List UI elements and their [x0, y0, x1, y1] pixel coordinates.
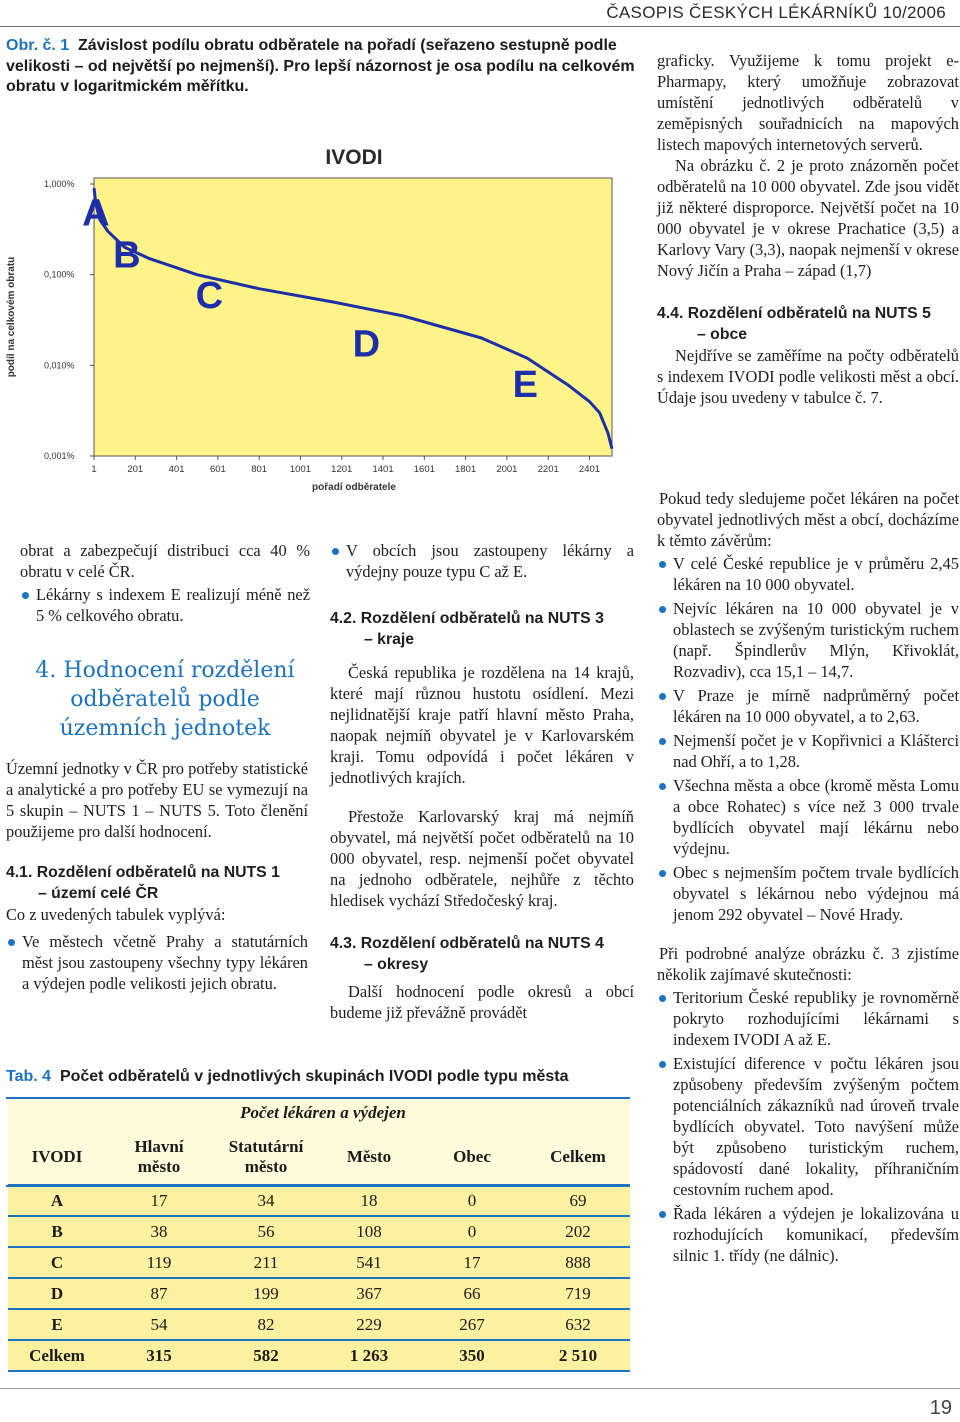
heading-line: 4.1. Rozdělení odběratelů na NUTS 1 — [6, 864, 280, 881]
section-title-line: odběratelů podle — [70, 687, 260, 712]
header-line: Hlavní — [134, 1136, 184, 1156]
table-row-label: D — [50, 1283, 64, 1303]
chart-group-label: B — [113, 234, 141, 277]
chart-plot-area — [94, 178, 612, 456]
turnover-chart — [6, 130, 624, 502]
table-row-label: Celkem — [29, 1345, 85, 1365]
table-cell: 541 — [356, 1252, 382, 1272]
table-row — [8, 1185, 630, 1216]
left-cont-text: obrat a zabezpečují distribuci cca 40 % obratu v celé ČR. — [20, 541, 310, 581]
chart-group-label: C — [195, 274, 224, 317]
section-title-line: územních jednotek — [59, 716, 271, 741]
chart-xtick-label: 2401 — [578, 464, 601, 475]
list-item — [657, 862, 959, 925]
table-row — [8, 1278, 630, 1309]
table-cell: 267 — [459, 1314, 485, 1334]
right-para-1: graficky. Využijeme k tomu projekt e-Pharmapy, který umožňuje zobrazovat umístění jednotlivých odběratelů v zeměpisných souřadnicích na mapových listech mapových internetových serverů. — [657, 51, 959, 154]
right-para-4: Pokud tedy sledujeme počet lékáren na počet obyvatel jednotlivých měst a obcí, docházíme k těmto závěrům: — [657, 489, 959, 550]
table-cell: 0 — [467, 1221, 477, 1241]
table-cell: 211 — [253, 1252, 279, 1272]
table-cell: 108 — [356, 1221, 382, 1241]
table-cell: 34 — [257, 1190, 275, 1210]
heading-4-2 — [330, 608, 634, 650]
table4-body — [8, 1185, 630, 1371]
table-rule-header — [6, 1185, 630, 1187]
chart-xtick-label: 1001 — [289, 464, 312, 475]
bullet-text: V celé České republice je v průměru 2,45 lékáren na 10 000 obyvatel. — [673, 554, 959, 594]
middle-column — [330, 540, 634, 1023]
table-cell: 56 — [257, 1221, 275, 1241]
bullet-text: Teritorium České republiky je rovnoměrně pokryto rozhodujícími lékárnami s indexem IVODI A až E. — [673, 988, 959, 1049]
table-cell: 229 — [356, 1314, 382, 1334]
bullet-dot — [8, 939, 15, 946]
chart-ylabel: podíl na celkovém obratu — [6, 256, 17, 378]
table4-caption — [6, 1066, 646, 1087]
heading-line: 4.4. Rozdělení odběratelů na NUTS 5 — [657, 305, 931, 322]
chart-xtick-label: 601 — [209, 464, 226, 475]
mid-bullets — [330, 540, 634, 582]
table-row-label: A — [50, 1190, 64, 1210]
table-group-header: Počet lékáren a výdejen — [240, 1103, 406, 1122]
bullet-text: Nejmenší počet je v Kopřivnici a Klášterci nad Ohří, a to 1,28. — [673, 731, 959, 771]
table-row-label: B — [51, 1221, 63, 1241]
list-item — [6, 931, 308, 994]
chart-xtick-label: 1801 — [455, 464, 477, 475]
table-row — [8, 1216, 630, 1247]
list-item — [657, 775, 959, 859]
chart-group-label: A — [82, 192, 110, 235]
table-cell: 315 — [146, 1345, 172, 1365]
right-para-5: Při podrobné analýze obrázku č. 3 zjistíme několik zajímavé skutečnosti: — [657, 944, 959, 984]
table-cell: 38 — [150, 1221, 168, 1241]
figure-caption — [6, 36, 636, 98]
table-cell: 888 — [565, 1252, 591, 1272]
table-cell: 0 — [467, 1190, 477, 1210]
table-header-row — [8, 1129, 630, 1185]
chart-xtick-label: 1601 — [413, 464, 435, 475]
table-header-cell — [212, 1129, 320, 1185]
list-item — [657, 987, 959, 1050]
heading-line: 4.2. Rozdělení odběratelů na NUTS 3 — [330, 610, 604, 627]
bullet-dot — [659, 738, 666, 745]
list-item — [657, 685, 959, 727]
table-rule-top — [6, 1097, 630, 1099]
table-header-cell — [106, 1129, 212, 1185]
table-row-label: E — [51, 1314, 63, 1334]
bullet-text: V Praze je mírně nadprůměrný počet lékáren na 10 000 obyvatel, a to 2,63. — [673, 686, 959, 726]
table-cell: 87 — [150, 1283, 168, 1303]
right-bullets-1 — [657, 553, 959, 925]
bullet-text: Existující diference v počtu lékáren jsou způsobeny především zvýšeným počtem potenciálních zákazníků nad úroveň trvale bydlících obyvatel. Toto navýšení může být způsobeno turistickým ruchem, spádovostí dané lokality, příhraničním cestovním ruchem apod. — [673, 1054, 959, 1199]
right-para-3: Nejdříve se zaměříme na počty odběratelů s indexem IVODI podle velikosti měst a obcí. Údaje jsou uvedeny v tabulce č. 7. — [657, 346, 959, 407]
header-line: Celkem — [550, 1146, 606, 1166]
table-header-cell — [526, 1129, 630, 1185]
section-4-title — [20, 656, 310, 743]
bullet-dot — [659, 693, 666, 700]
chart-svg — [6, 130, 624, 502]
bullet-dot — [659, 870, 666, 877]
left-para-1: Územní jednotky v ČR pro potřeby statistické a analytické a pro potřeby EU se vymezují na 5 skupin – NUTS 1 – NUTS 5. Toto členění použijeme pro další hodnocení. — [6, 759, 308, 841]
table-cell: 202 — [565, 1221, 591, 1241]
bullet-dot — [659, 1061, 666, 1068]
right-bullets-2 — [657, 987, 959, 1266]
chart-xtick-label: 201 — [127, 464, 144, 475]
heading-line: – kraje — [364, 631, 415, 648]
chart-xtick-label: 2201 — [537, 464, 559, 475]
table-group-header-row — [8, 1097, 630, 1129]
heading-4-4 — [657, 303, 959, 345]
table-header-cell — [320, 1129, 418, 1185]
table-row — [8, 1309, 630, 1340]
header-rule — [0, 26, 960, 27]
table-cell: 2 510 — [558, 1345, 598, 1365]
chart-xtick-label: 1 — [91, 464, 97, 475]
header-line: Město — [346, 1146, 392, 1166]
list-item — [657, 1203, 959, 1266]
list-item — [657, 730, 959, 772]
table-cell: 17 — [463, 1252, 481, 1272]
table-header-ivodi: IVODI — [31, 1146, 83, 1166]
chart-group-label: D — [352, 323, 381, 366]
chart-group-label: E — [512, 363, 538, 406]
left-column-body — [6, 758, 308, 994]
table-cell: 350 — [459, 1345, 485, 1365]
bullet-text: Lékárny s indexem E realizují méně než 5 % celkového obratu. — [36, 585, 310, 625]
table-cell: 582 — [253, 1345, 279, 1365]
header-line: Statutární — [228, 1136, 304, 1156]
chart-ytick-label: 0,001% — [44, 451, 75, 461]
bullet-text: Všechna města a obce (kromě města Lomu a obce Rohatec) s více než 3 000 trvale bydlících obyvatel mají lékárnu nebo výdejnu. — [673, 776, 959, 858]
table-header-cell — [418, 1129, 526, 1185]
list-item — [657, 553, 959, 595]
heading-4-3 — [330, 933, 634, 975]
bullet-dot — [659, 783, 666, 790]
list-item — [20, 584, 310, 626]
bullet-dot — [22, 592, 29, 599]
table-cell: 199 — [253, 1283, 279, 1303]
bullet-text: Ve městech včetně Prahy a statutárních měst jsou zastoupeny všechny typy lékáren a výdejen podle velikosti jejich obratu. — [22, 932, 308, 993]
chart-ytick-label: 1,000% — [44, 179, 75, 189]
bullet-text: Řada lékáren a výdejen je lokalizována u rozhodujících komunikací, především silnic 1. třídy (ne dálnic). — [673, 1204, 959, 1265]
chart-title: IVODI — [325, 146, 383, 169]
right-column-top — [657, 50, 959, 408]
table-cell: 66 — [463, 1283, 481, 1303]
table-cell: 719 — [565, 1283, 591, 1303]
table4 — [8, 1097, 632, 1372]
left-column — [20, 540, 310, 626]
left-para-2: Co z uvedených tabulek vyplývá: — [6, 905, 226, 924]
chart-xlabel: pořadí odběratele — [312, 482, 396, 493]
mid-para-3: Další hodnocení podle okresů a obcí budeme již převážně provádět — [330, 982, 634, 1022]
table-cell: 367 — [356, 1283, 382, 1303]
journal-header: ČASOPIS ČESKÝCH LÉKÁRNÍKŮ 10/2006 — [606, 3, 946, 22]
right-column-bottom — [657, 488, 959, 1266]
table-cell: 82 — [257, 1314, 275, 1334]
table-cell: 69 — [569, 1190, 587, 1210]
figure-caption-text: Závislost podílu obratu odběratele na pořadí (seřazeno sestupně podle velikosti – od největší po nejmenší). Pro lepší názornost je osa podílu na celkovém obratu v logaritmickém měřítku. — [6, 37, 635, 95]
section-title-line: 4. Hodnocení rozdělení — [35, 658, 295, 683]
right-para-2: Na obrázku č. 2 je proto znázorněn počet odběratelů na 10 000 obyvatel. Zde jsou vidět již některé disproporce. Největší počet na 10 000 obyvatel je v okrese Prachatice (3,5) a Karlovy Vary (3,3), naopak nejmenší v okrese Nový Jičín a Praha – západ (1,7) — [657, 156, 959, 280]
chart-ytick-label: 0,010% — [44, 360, 75, 371]
table-row-label: C — [50, 1252, 64, 1272]
bullet-dot — [659, 1211, 666, 1218]
header-line: město — [244, 1156, 288, 1176]
bullet-dot — [332, 548, 339, 555]
table-cell: 119 — [146, 1252, 172, 1272]
header-line: Obec — [453, 1146, 491, 1166]
chart-xtick-label: 401 — [168, 464, 185, 475]
page-number: 19 — [929, 1397, 952, 1419]
table-cell: 632 — [565, 1314, 591, 1334]
table4-grid — [8, 1097, 630, 1372]
chart-xtick-label: 1401 — [372, 464, 394, 475]
table-cell: 18 — [360, 1190, 378, 1210]
list-item — [657, 598, 959, 682]
bullet-dot — [659, 561, 666, 568]
chart-xtick-label: 1201 — [331, 464, 353, 475]
footer-rule — [0, 1388, 960, 1389]
chart-xtick-label: 2001 — [496, 464, 518, 475]
table-cell — [8, 1097, 106, 1129]
list-item — [330, 540, 634, 582]
figure-label: Obr. č. 1 — [6, 37, 70, 54]
mid-para-2: Přestože Karlovarský kraj má nejmíň obyvatel, má největší počet odběratelů na 10 000 obyvatel, resp. nejmenší počet obyvatel na jednoho odběratele, nejhůře z těchto hledisek vychází Středočeský kraj. — [330, 807, 634, 910]
bullet-text: Nejvíc lékáren na 10 000 obyvatel je v oblastech se zvýšeným turistickým ruchem (např. Špindlerův Mlýn, Křivoklát, Rozvadiv), cca 15,1 – 14,7. — [673, 599, 959, 681]
table-cell: 54 — [150, 1314, 168, 1334]
heading-4-1 — [6, 862, 308, 904]
bullet-dot — [659, 995, 666, 1002]
chart-ytick-label: 0,100% — [44, 269, 75, 280]
heading-line: 4.3. Rozdělení odběratelů na NUTS 4 — [330, 935, 604, 952]
heading-line: – obce — [697, 326, 748, 343]
table-row — [8, 1340, 630, 1371]
table-row — [8, 1247, 630, 1278]
bullet-dot — [659, 606, 666, 613]
table-cell: 17 — [150, 1190, 168, 1210]
left-bullets-1 — [20, 584, 310, 626]
heading-line: – území celé ČR — [38, 885, 159, 902]
table4-title: Počet odběratelů v jednotlivých skupinách IVODI podle typu města — [59, 1068, 569, 1085]
bullet-text: V obcích jsou zastoupeny lékárny a výdejny pouze typu C až E. — [346, 541, 634, 581]
header-line: město — [137, 1156, 181, 1176]
bullet-text: Obec s nejmenším počtem trvale bydlících obyvatel s lékárnou nebo výdejnou má jenom 292 obyvatel – Nové Hrady. — [673, 863, 959, 924]
chart-xtick-label: 801 — [251, 464, 268, 475]
table4-label: Tab. 4 — [6, 1068, 52, 1085]
table-cell: 1 263 — [349, 1345, 389, 1365]
list-item — [657, 1053, 959, 1200]
left-bullets-2 — [6, 931, 308, 994]
mid-para-1: Česká republika je rozdělena na 14 krajů, které mají různou hustotu osídlení. Mezi nejlidnatější kraje patří hlavní město Praha, naopak nejmíň obyvatel je v Karlovarském kraji. Tomu odpovídá i počet lékáren v jednotlivých krajích. — [330, 663, 634, 787]
heading-line: – okresy — [364, 956, 429, 973]
